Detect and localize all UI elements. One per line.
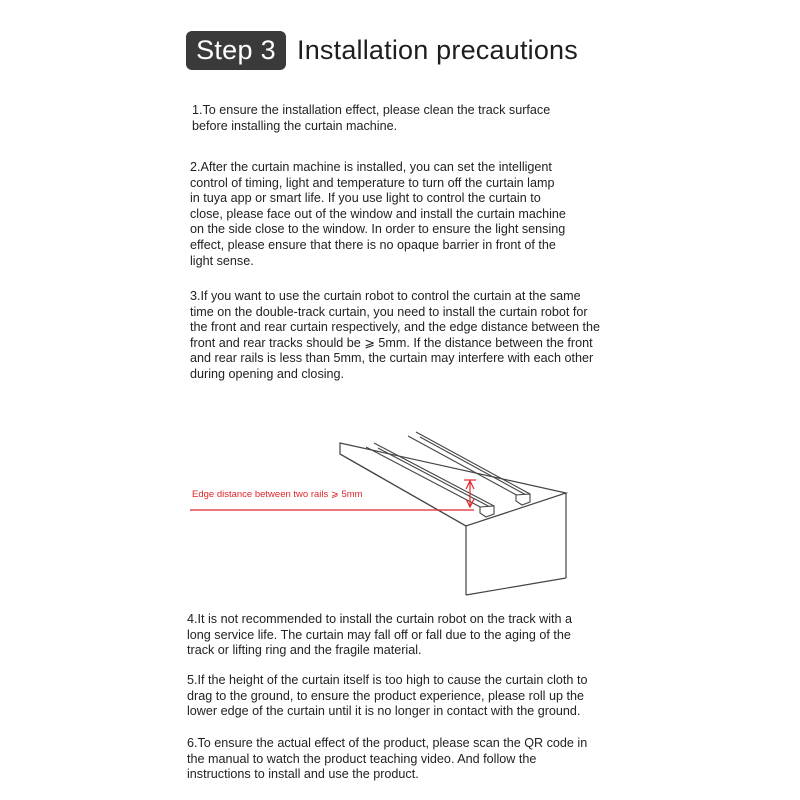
precaution-line: light sense. — [190, 253, 254, 268]
precaution-line: lower edge of the curtain until it is no longer in contact with the ground. — [187, 704, 581, 719]
precaution-line: on the side close to the window. In order to ensure the light sensing — [190, 222, 566, 237]
precaution-line: control of timing, light and temperature to turn off the curtain lamp — [190, 175, 555, 190]
edge-distance-label: Edge distance between two rails ⩾ 5mm — [192, 489, 363, 500]
precaution-line: drag to the ground, to ensure the product experience, please roll up the — [187, 688, 584, 703]
precaution-6 — [187, 736, 587, 783]
precaution-line: effect, please ensure that there is no opaque barrier in front of the — [190, 237, 556, 252]
precaution-line: 3.If you want to use the curtain robot to control the curtain at the same — [190, 289, 581, 303]
precaution-line: in tuya app or smart life. If you use light to control the curtain to — [190, 191, 541, 206]
step-badge: Step 3 — [186, 31, 286, 70]
precaution-line: during opening and closing. — [190, 366, 345, 381]
precaution-line: before installing the curtain machine. — [192, 118, 398, 133]
precaution-line: track or lifting ring and the fragile material. — [187, 643, 422, 658]
precaution-line: front and rear tracks should be ⩾ 5mm. If the distance between the front — [190, 335, 593, 350]
double-rail-diagram — [180, 415, 600, 600]
page-title: Installation precautions — [297, 35, 578, 65]
precaution-2 — [190, 160, 566, 269]
precaution-line: 5.If the height of the curtain itself is too high to cause the curtain cloth to — [187, 673, 588, 687]
precaution-line: 2.After the curtain machine is installed, you can set the intelligent — [190, 160, 552, 174]
precaution-line: time on the double-track curtain, you need to install the curtain robot for — [190, 304, 588, 319]
precaution-line: close, please face out of the window and install the curtain machine — [190, 206, 566, 221]
precaution-1 — [192, 103, 550, 134]
precaution-3 — [190, 289, 600, 383]
precaution-line: 6.To ensure the actual effect of the product, please scan the QR code in — [187, 736, 588, 750]
precaution-line: and rear rails is less than 5mm, the curtain may interfere with each other — [190, 351, 594, 366]
precaution-line: instructions to install and use the product. — [187, 767, 419, 782]
precaution-line: long service life. The curtain may fall off or fall due to the aging of the — [187, 627, 571, 642]
precaution-line: the manual to watch the product teaching video. And follow the — [187, 751, 537, 766]
ceiling-box — [340, 443, 566, 595]
precaution-5 — [187, 673, 587, 720]
precaution-line: 4.It is not recommended to install the curtain robot on the track with a — [187, 612, 573, 626]
precaution-line: the front and rear curtain respectively, and the edge distance between the — [190, 320, 601, 335]
precaution-line: 1.To ensure the installation effect, please clean the track surface — [192, 103, 551, 117]
precaution-4 — [187, 612, 572, 659]
